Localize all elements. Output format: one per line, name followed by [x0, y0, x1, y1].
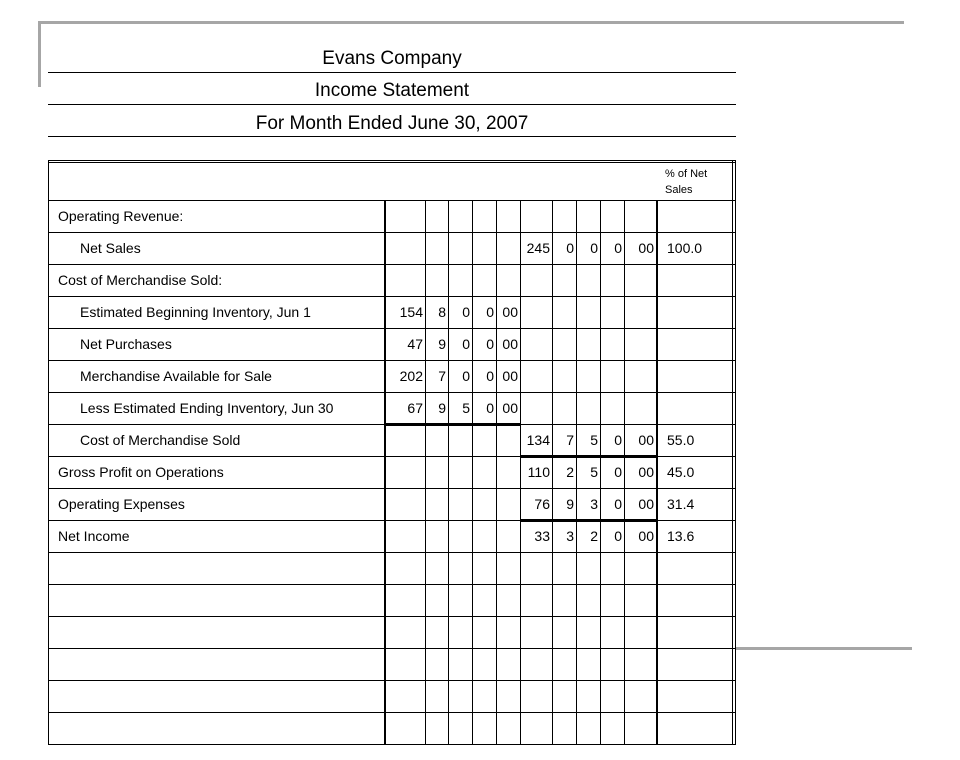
- right-amount-cell: 76: [534, 496, 550, 512]
- right-amount-cell: 00: [638, 432, 654, 448]
- percent-cell: 31.4: [667, 496, 695, 512]
- row-divider: [48, 616, 736, 617]
- row-label: Cost of Merchandise Sold: [80, 432, 241, 448]
- row-label: Less Estimated Ending Inventory, Jun 30: [80, 400, 334, 416]
- right-amount-cell: 0: [614, 432, 622, 448]
- row-label: Gross Profit on Operations: [58, 464, 224, 480]
- right-amount-cell: 0: [614, 240, 622, 256]
- left-amount-cell: 0: [462, 304, 470, 320]
- total-rule: [520, 455, 656, 458]
- column-separator: [425, 200, 426, 744]
- right-amount-cell: 5: [590, 464, 598, 480]
- right-amount-cell: 7: [566, 432, 574, 448]
- row-label: Net Purchases: [80, 336, 172, 352]
- right-amount-cell: 0: [614, 496, 622, 512]
- table-right-border-2: [732, 160, 733, 744]
- row-divider: [48, 680, 736, 681]
- left-amount-cell: 9: [438, 336, 446, 352]
- total-rule: [520, 519, 656, 522]
- left-amount-cell: 00: [502, 336, 518, 352]
- table-top-border: [48, 160, 736, 161]
- left-amount-cell: 00: [502, 368, 518, 384]
- row-divider: [48, 712, 736, 713]
- table-right-border: [735, 160, 736, 744]
- right-amount-cell: 00: [638, 464, 654, 480]
- right-amount-cell: 00: [638, 496, 654, 512]
- statement-period: For Month Ended June 30, 2007: [255, 113, 529, 134]
- table-left-border: [48, 160, 49, 744]
- right-amount-cell: 00: [638, 240, 654, 256]
- left-amount-cell: 0: [486, 400, 494, 416]
- right-amount-cell: 245: [526, 240, 550, 256]
- right-amount-cell: 3: [566, 528, 574, 544]
- left-amount-cell: 5: [462, 400, 470, 416]
- row-divider: [48, 744, 736, 745]
- left-amount-cell: 9: [438, 400, 446, 416]
- row-label: Operating Revenue:: [58, 208, 184, 224]
- column-separator: [496, 200, 497, 744]
- left-amount-cell: 0: [486, 336, 494, 352]
- right-amount-cell: 110: [527, 464, 550, 480]
- column-separator: [472, 200, 473, 744]
- right-amount-cell: 33: [534, 528, 550, 544]
- right-amount-cell: 9: [566, 496, 574, 512]
- left-amount-cell: 0: [486, 368, 494, 384]
- right-amount-cell: 3: [590, 496, 598, 512]
- percent-cell: 100.0: [667, 240, 703, 256]
- row-divider: [48, 648, 736, 649]
- statement-title: Income Statement: [314, 80, 470, 101]
- row-label: Net Sales: [80, 240, 141, 256]
- row-label: Estimated Beginning Inventory, Jun 1: [80, 304, 311, 320]
- right-amount-cell: 0: [566, 240, 574, 256]
- frame-top-rule: [40, 21, 904, 24]
- right-amount-cell: 5: [590, 432, 598, 448]
- right-amount-cell: 2: [566, 464, 574, 480]
- left-amount-cell: 00: [502, 400, 518, 416]
- percent-of-net-sales-header: % of Net Sales: [665, 168, 708, 196]
- right-amount-cell: 2: [590, 528, 598, 544]
- title-rule-2: [48, 104, 736, 105]
- percent-cell: 13.6: [667, 528, 695, 544]
- left-amount-cell: 00: [502, 304, 518, 320]
- right-amount-cell: 0: [614, 464, 622, 480]
- left-amount-cell: 0: [462, 336, 470, 352]
- frame-bottom-rule: [736, 647, 912, 650]
- right-amount-cell: 134: [526, 432, 550, 448]
- left-amount-cell: 47: [407, 336, 423, 352]
- frame-left-rule: [38, 21, 41, 87]
- percent-cell: 45.0: [667, 464, 695, 480]
- row-label: Net Income: [58, 528, 130, 544]
- row-divider: [48, 584, 736, 585]
- income-statement-table: [48, 160, 736, 760]
- left-amount-cell: 154: [399, 304, 423, 320]
- right-amount-cell: 0: [614, 528, 622, 544]
- left-amount-cell: 202: [399, 368, 423, 384]
- percent-cell: 55.0: [667, 432, 695, 448]
- column-separator: [656, 200, 658, 744]
- column-separator: [448, 200, 449, 744]
- row-divider: [48, 552, 736, 553]
- table-top-border-2: [48, 162, 736, 163]
- left-amount-cell: 0: [462, 368, 470, 384]
- title-rule-3: [48, 136, 736, 137]
- row-label: Operating Expenses: [58, 496, 185, 512]
- left-amount-cell: 7: [438, 368, 446, 384]
- left-amount-cell: 8: [438, 304, 446, 320]
- title-rule-1: [48, 72, 736, 73]
- left-amount-cell: 67: [407, 400, 423, 416]
- row-label: Cost of Merchandise Sold:: [58, 272, 223, 288]
- company-name: Evans Company: [322, 48, 462, 69]
- total-rule: [384, 423, 520, 426]
- column-separator: [384, 200, 386, 744]
- right-amount-cell: 00: [638, 528, 654, 544]
- left-amount-cell: 0: [486, 304, 494, 320]
- row-label: Merchandise Available for Sale: [80, 368, 272, 384]
- right-amount-cell: 0: [590, 240, 598, 256]
